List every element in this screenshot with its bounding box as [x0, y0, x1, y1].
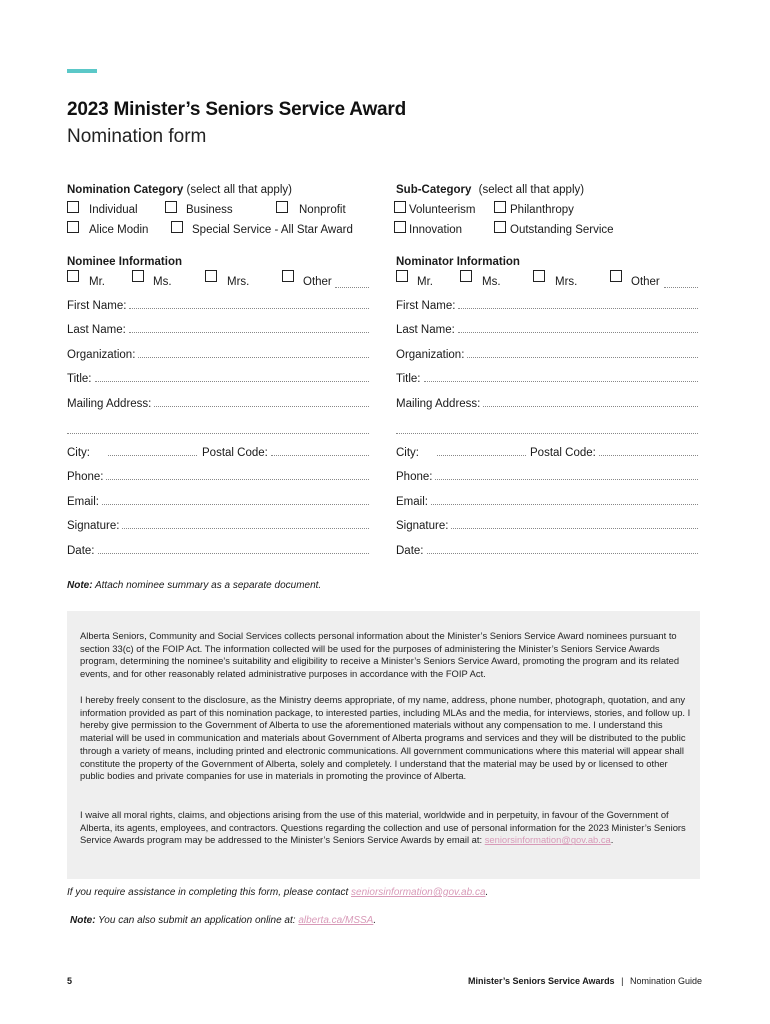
field-label: Signature: — [396, 520, 449, 532]
online-period: . — [373, 915, 377, 926]
nominator-other-checkbox[interactable] — [610, 270, 622, 282]
note-text: Attach nominee summary as a separate document. — [94, 580, 322, 591]
privacy-paragraph-1: Alberta Seniors, Community and Social Services collects personal information about the Minister’s Seniors Service Award nominees pursuant to section 33(c) of the FOIP Act. The information collected will be used for the purposes of administering the Minister’s Seniors Service Awards program, determining the nominee’s suitability and eligibility to receive a Minister’s Seniors Service Award, promoting the program and its related events, and for other reasonably related administrative purposes in accordance with the FOIP Act. — [80, 630, 680, 680]
category-business-label: Business — [186, 204, 233, 216]
nominator-organization-field[interactable] — [396, 349, 698, 361]
subcategory-heading — [396, 184, 584, 196]
nominator-mr-checkbox[interactable] — [396, 270, 408, 282]
nominee-city-field[interactable] — [67, 447, 197, 459]
nominee-ms-label: Ms. — [153, 276, 172, 288]
category-special-service-checkbox[interactable] — [171, 221, 183, 233]
nominee-last-name-field[interactable] — [67, 324, 369, 336]
subcategory-volunteerism-checkbox[interactable] — [394, 201, 406, 213]
subcategory-heading-label: Sub-Category — [396, 184, 472, 196]
category-heading-label: Nomination Category — [67, 184, 184, 196]
nominator-postal-code-field[interactable] — [530, 447, 698, 459]
nominator-mailing-address-field[interactable] — [396, 398, 698, 410]
nominee-mailing-address-field[interactable] — [67, 398, 369, 410]
nominee-mailing-address-line2[interactable] — [67, 432, 369, 434]
nominator-last-name-field[interactable] — [396, 324, 698, 336]
nominee-first-name-field[interactable] — [67, 300, 369, 312]
field-label: Phone: — [67, 471, 104, 483]
subcategory-volunteerism-label: Volunteerism — [409, 204, 476, 216]
field-label: Postal Code: — [530, 447, 596, 459]
nominator-other-input[interactable] — [664, 286, 698, 288]
nominator-heading: Nominator Information — [396, 256, 520, 268]
field-label: Mailing Address: — [396, 398, 481, 410]
online-submission-link[interactable]: alberta.ca/MSSA — [298, 915, 374, 926]
category-alice-modin-label: Alice Modin — [89, 224, 149, 236]
subcategory-philanthropy-label: Philanthropy — [510, 204, 574, 216]
nominator-mailing-address-line2[interactable] — [396, 432, 698, 434]
nominee-mrs-checkbox[interactable] — [205, 270, 217, 282]
page-subtitle: Nomination form — [67, 126, 207, 147]
nominee-email-field[interactable] — [67, 496, 369, 508]
accent-bar — [67, 69, 97, 73]
field-label: Mailing Address: — [67, 398, 152, 410]
online-note-label: Note: — [70, 915, 96, 926]
nominator-ms-label: Ms. — [482, 276, 501, 288]
privacy-paragraph-2: I hereby freely consent to the disclosure, as the Ministry deems appropriate, of my name, address, phone number, photograph, quotation, and any information provided as part of this nomination package, to interested parties, including MLAs and the media, for interviews, stories, and follow up. I hereby give permission to the Government of Alberta to use the aforementioned materials without any compensation to me. I understand this material will be used in communication and materials about Government of Alberta programs and services and they will be distributed to the public through a variety of means, including printed and electronic communications. All government communications where this material will appear shall constitute the property of the Government of Alberta, solely and completely. I understand that the material may be used by or licensed to other public bodies and private companies for use in materials in promoting the province of Alberta. — [80, 694, 691, 782]
footer-separator: | — [621, 976, 624, 986]
nominee-other-checkbox[interactable] — [282, 270, 294, 282]
privacy-period: . — [610, 834, 614, 846]
footer-doc-name: Minister’s Seniors Service Awards — [468, 976, 615, 986]
field-label: City: — [396, 447, 419, 459]
category-individual-label: Individual — [89, 204, 138, 216]
category-special-service-label: Special Service - All Star Award — [192, 224, 353, 236]
nominee-phone-field[interactable] — [67, 471, 369, 483]
field-label: First Name: — [67, 300, 127, 312]
subcategory-hint: (select all that apply) — [478, 184, 585, 196]
nominee-other-input[interactable] — [335, 286, 369, 288]
field-label: Phone: — [396, 471, 433, 483]
category-hint: (select all that apply) — [186, 184, 292, 196]
help-email-link[interactable]: seniorsinformation@gov.ab.ca — [351, 887, 486, 898]
online-submission-note — [70, 915, 376, 926]
page-number: 5 — [67, 976, 73, 986]
page-title: 2023 Minister’s Seniors Service Award — [67, 99, 406, 120]
nominator-mrs-checkbox[interactable] — [533, 270, 545, 282]
category-alice-modin-checkbox[interactable] — [67, 221, 79, 233]
field-label: Email: — [396, 496, 428, 508]
field-label: Organization: — [396, 349, 465, 361]
footer-doc-title — [468, 976, 702, 986]
field-label: Title: — [67, 373, 92, 385]
field-label: Last Name: — [396, 324, 455, 336]
assistance-note — [67, 887, 488, 898]
field-label: Signature: — [67, 520, 120, 532]
nominee-mr-checkbox[interactable] — [67, 270, 79, 282]
nominator-first-name-field[interactable] — [396, 300, 698, 312]
help-period: . — [485, 887, 489, 898]
nominator-phone-field[interactable] — [396, 471, 698, 483]
help-text: If you require assistance in completing this form, please contact — [67, 887, 349, 898]
nominee-ms-checkbox[interactable] — [132, 270, 144, 282]
field-label: City: — [67, 447, 90, 459]
nominator-mr-label: Mr. — [417, 276, 433, 288]
nominator-other-label: Other — [631, 276, 660, 288]
field-label: Last Name: — [67, 324, 126, 336]
nominee-other-label: Other — [303, 276, 332, 288]
nominee-mrs-label: Mrs. — [227, 276, 250, 288]
nominee-organization-field[interactable] — [67, 349, 369, 361]
field-label: Email: — [67, 496, 99, 508]
privacy-email-link[interactable]: seniorsinformation@gov.ab.ca — [484, 834, 611, 846]
subcategory-outstanding-service-checkbox[interactable] — [494, 221, 506, 233]
nominator-date-field[interactable] — [396, 545, 698, 557]
footer-guide: Nomination Guide — [629, 976, 702, 986]
nominee-signature-field[interactable] — [67, 520, 369, 532]
online-note-text: You can also submit an application online at: — [98, 915, 296, 926]
nominee-heading: Nominee Information — [67, 256, 183, 268]
privacy-statement-box — [67, 611, 700, 879]
subcategory-innovation-label: Innovation — [409, 224, 463, 236]
privacy-paragraph-3-text: I waive all moral rights, claims, and objections arising from the use of this material, worldwide and in perpetuity, in favour of the Government of Alberta, its agents, employees, and contractors. Questions regarding the collection and use of personal information for the 2023 Minister’s Seniors Service Awards program may be addressed to the Minister’s Seniors Service Awards by email at: — [80, 809, 686, 846]
nominator-email-field[interactable] — [396, 496, 698, 508]
category-heading — [67, 184, 292, 196]
nominator-title-field[interactable] — [396, 373, 698, 385]
subcategory-innovation-checkbox[interactable] — [394, 221, 406, 233]
attachment-note — [67, 580, 321, 591]
category-individual-checkbox[interactable] — [67, 201, 79, 213]
category-nonprofit-label: Nonprofit — [299, 204, 346, 216]
nominator-city-field[interactable] — [396, 447, 526, 459]
privacy-paragraph-3 — [80, 809, 692, 847]
field-label: Date: — [67, 545, 95, 557]
category-business-checkbox[interactable] — [165, 201, 177, 213]
field-label: Title: — [396, 373, 421, 385]
category-nonprofit-checkbox[interactable] — [276, 201, 288, 213]
nominee-title-field[interactable] — [67, 373, 369, 385]
subcategory-philanthropy-checkbox[interactable] — [494, 201, 506, 213]
field-label: Date: — [396, 545, 424, 557]
nominator-signature-field[interactable] — [396, 520, 698, 532]
nominee-mr-label: Mr. — [89, 276, 105, 288]
nominator-ms-checkbox[interactable] — [460, 270, 472, 282]
note-label: Note: — [67, 580, 93, 591]
nominee-postal-code-field[interactable] — [202, 447, 369, 459]
field-label: First Name: — [396, 300, 456, 312]
subcategory-outstanding-service-label: Outstanding Service — [510, 224, 614, 236]
field-label: Postal Code: — [202, 447, 268, 459]
field-label: Organization: — [67, 349, 136, 361]
nominee-date-field[interactable] — [67, 545, 369, 557]
nominator-mrs-label: Mrs. — [555, 276, 578, 288]
